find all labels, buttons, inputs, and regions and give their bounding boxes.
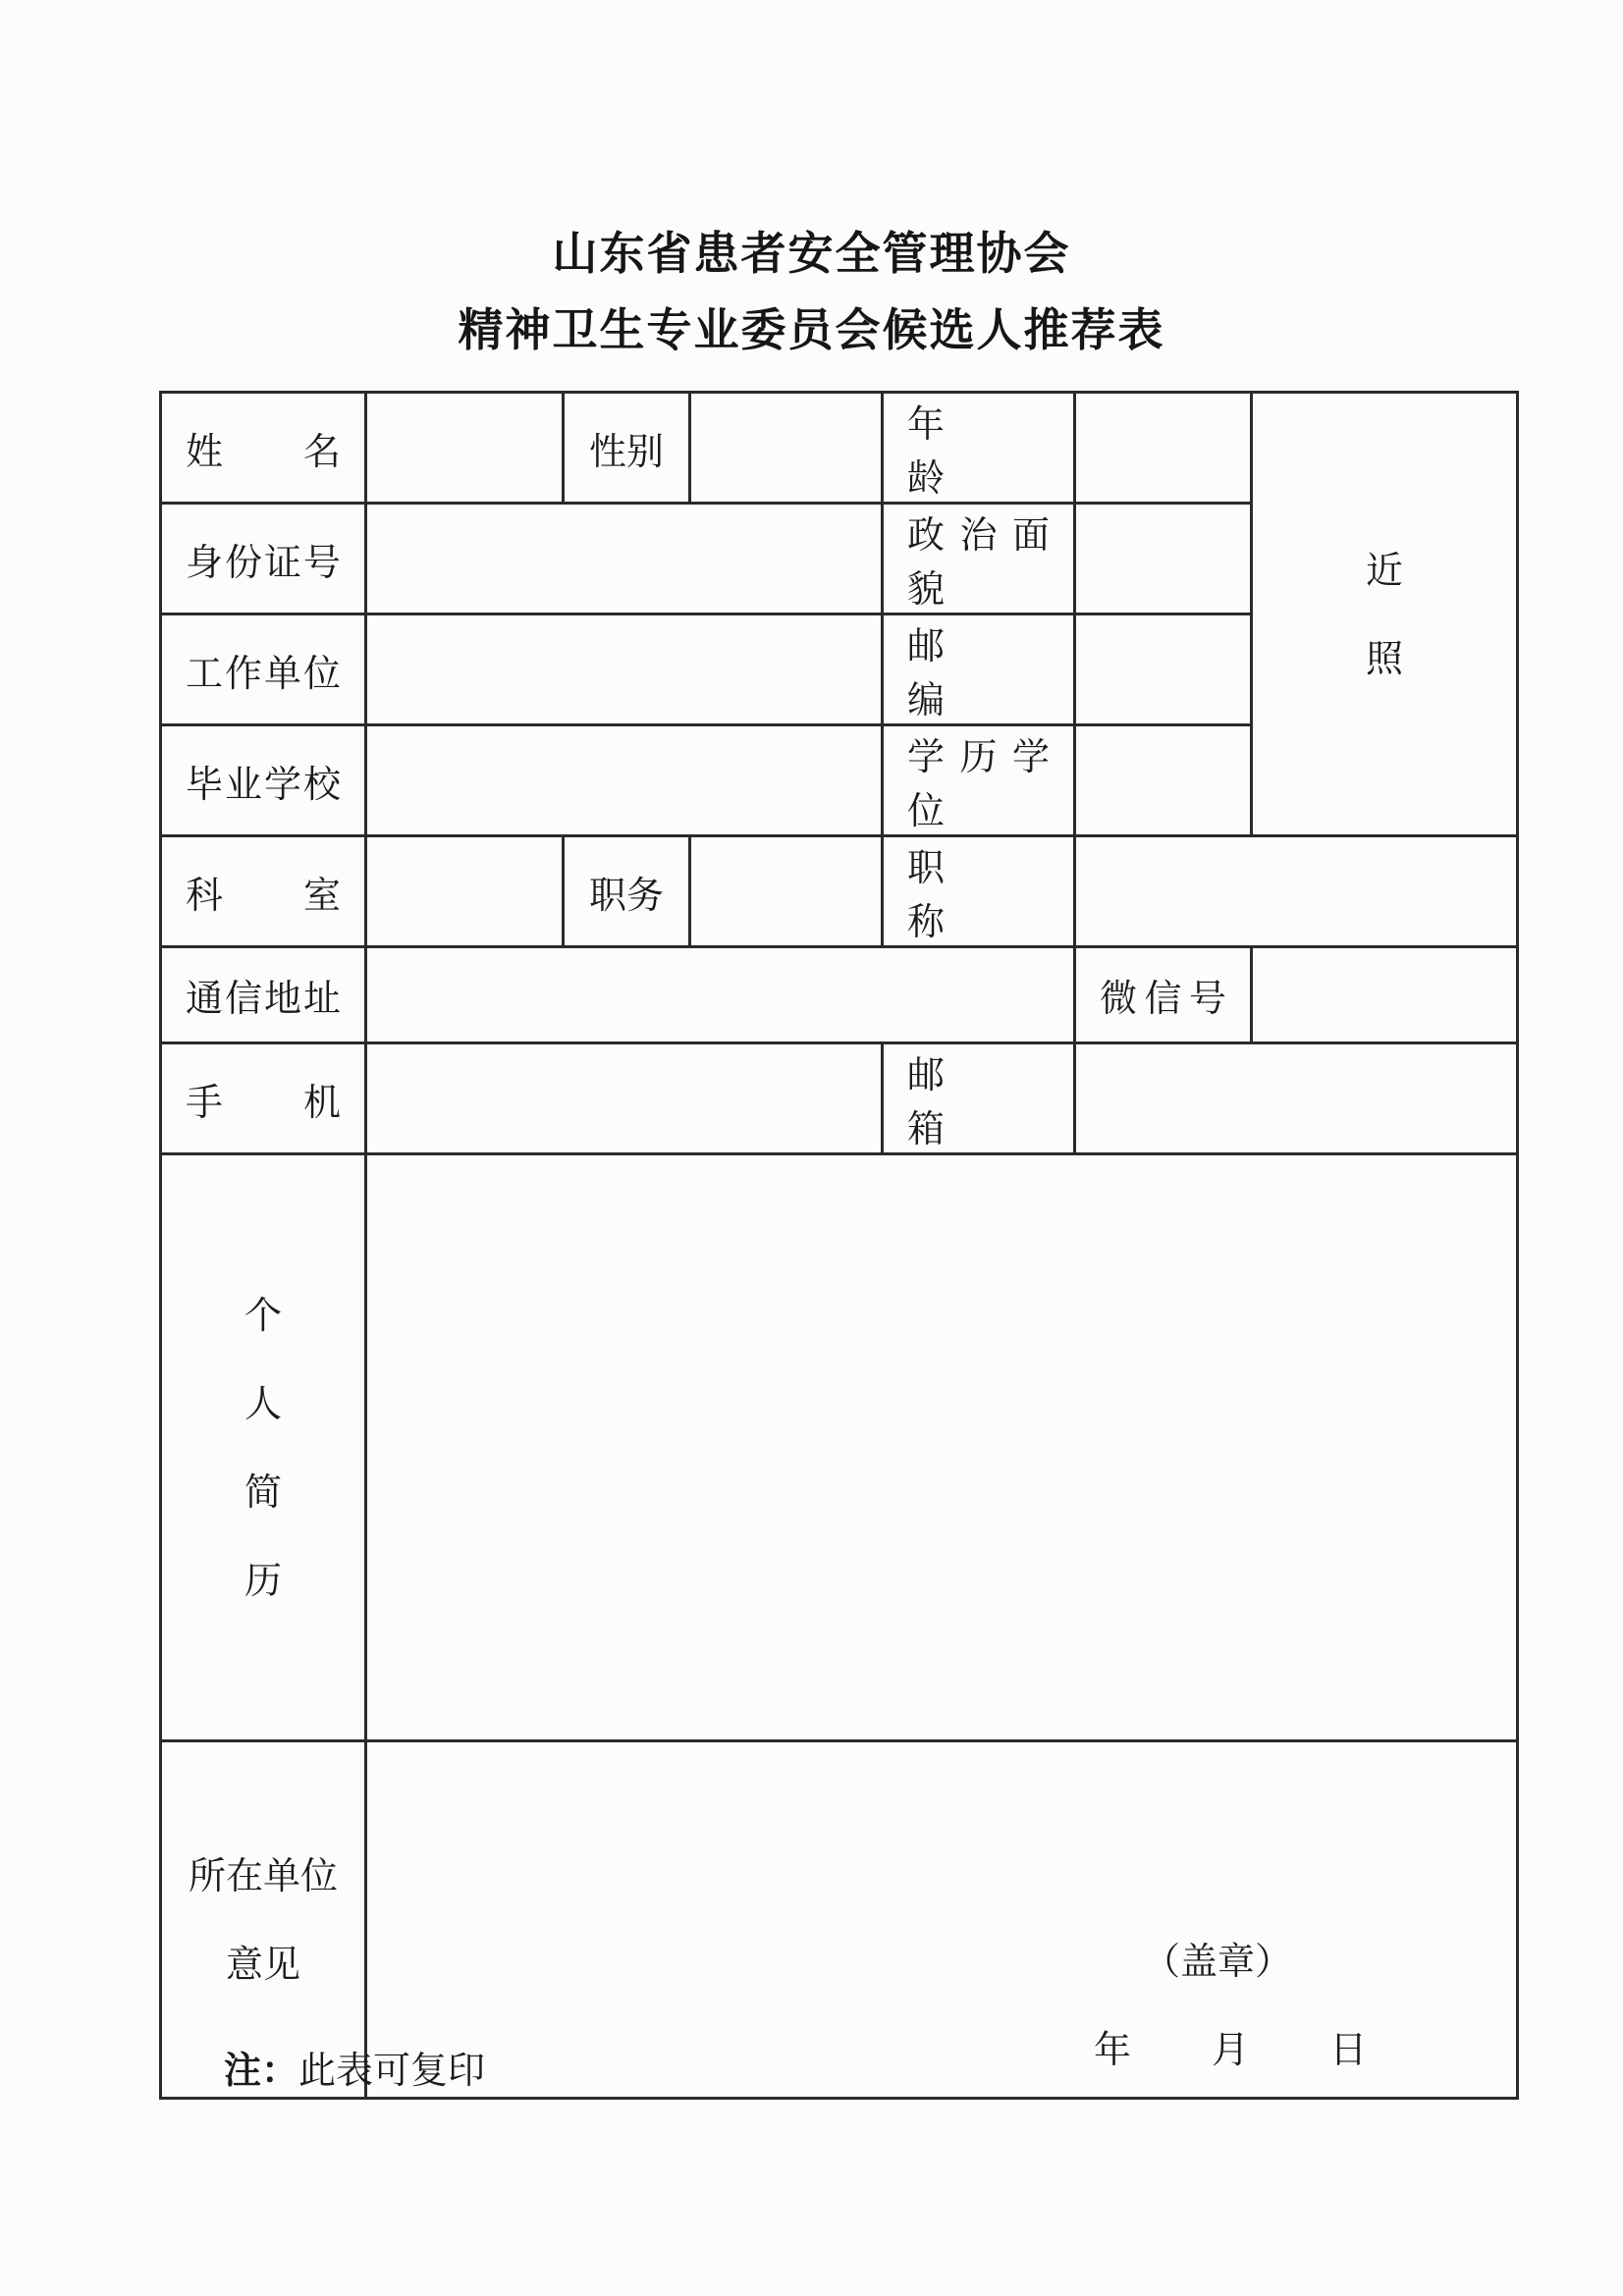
label-resume	[161, 1154, 366, 1741]
date-day: 日	[1329, 2028, 1368, 2071]
political-status-field[interactable]	[1075, 504, 1252, 614]
age-field[interactable]	[1075, 393, 1252, 504]
resume-char-2: 人	[243, 1381, 282, 1425]
label-work-unit: 工作单位	[161, 614, 366, 725]
unit-opinion-line2: 意见	[225, 1942, 300, 1986]
date-month: 月	[1212, 2028, 1250, 2071]
footnote	[224, 2040, 485, 2094]
education-field[interactable]	[1075, 725, 1252, 836]
label-email: 邮 箱	[883, 1043, 1075, 1154]
position-field[interactable]	[690, 836, 883, 947]
date-year: 年	[1094, 2028, 1132, 2071]
mobile-field[interactable]	[366, 1043, 883, 1154]
label-school: 毕业学校	[161, 725, 366, 836]
label-gender: 性别	[564, 393, 690, 504]
title-rank-field[interactable]	[1075, 836, 1518, 947]
address-field[interactable]	[366, 947, 1075, 1043]
photo-box[interactable]	[1252, 393, 1518, 836]
label-political-status: 政治面貌	[883, 504, 1075, 614]
label-title-rank: 职 称	[883, 836, 1075, 947]
photo-label-1: 近	[1365, 548, 1403, 592]
label-department: 科 室	[161, 836, 366, 947]
label-education: 学历学位	[883, 725, 1075, 836]
label-postcode: 邮 编	[883, 614, 1075, 725]
form-title-line2: 精神卫生专业委员会候选人推荐表	[458, 303, 1165, 356]
gender-field[interactable]	[690, 393, 883, 504]
unit-opinion-line1: 所在单位	[188, 1853, 338, 1897]
footnote-text: 此表可复印	[298, 2049, 486, 2092]
wechat-field[interactable]	[1252, 947, 1518, 1043]
resume-field[interactable]	[366, 1154, 1518, 1741]
work-unit-field[interactable]	[366, 614, 883, 725]
seal-label: （盖章）	[1143, 1940, 1293, 1983]
label-wechat: 微信号	[1075, 947, 1252, 1043]
unit-opinion-field[interactable]	[366, 1741, 1518, 2099]
school-field[interactable]	[366, 725, 883, 836]
email-field[interactable]	[1075, 1043, 1518, 1154]
resume-char-1: 个	[243, 1293, 282, 1337]
name-field[interactable]	[366, 393, 564, 504]
department-field[interactable]	[366, 836, 564, 947]
resume-char-3: 简	[243, 1469, 282, 1514]
label-age: 年 龄	[883, 393, 1075, 504]
form-title-line1: 山东省患者安全管理协会	[552, 227, 1071, 280]
id-number-field[interactable]	[366, 504, 883, 614]
photo-label-2: 照	[1365, 636, 1403, 680]
label-id-number: 身份证号	[161, 504, 366, 614]
recommendation-form	[159, 391, 1519, 2100]
date-line	[1094, 2019, 1367, 2073]
label-name: 姓 名	[161, 393, 366, 504]
footnote-prefix: 注：	[224, 2049, 299, 2092]
resume-char-4: 历	[243, 1558, 282, 1602]
postcode-field[interactable]	[1075, 614, 1252, 725]
label-position: 职务	[564, 836, 690, 947]
label-address: 通信地址	[161, 947, 366, 1043]
label-mobile: 手 机	[161, 1043, 366, 1154]
